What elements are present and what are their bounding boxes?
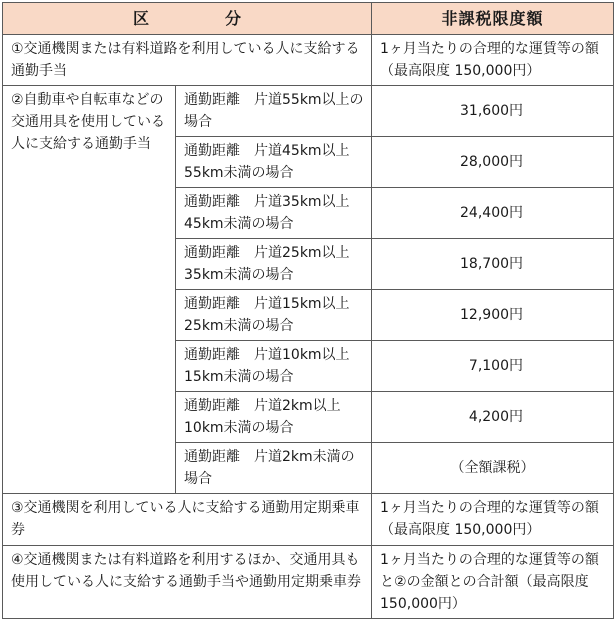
distance-cell: 通勤距離 片道10km以上15km未満の場合 [176,341,372,392]
limit-cell: 1ヶ月当たりの合理的な運賃等の額（最高限度 150,000円） [372,494,614,546]
limit-cell: 1ヶ月当たりの合理的な運賃等の額（最高限度 150,000円） [372,35,614,86]
amount-cell: （全額課税） [372,443,614,494]
table-row [3,86,614,137]
distance-cell: 通勤距離 片道55km以上の場合 [176,86,372,137]
header-category: 区 分 [3,3,372,35]
header-limit: 非課税限度額 [372,3,614,35]
category-cell: ②自動車や自転車などの交通用具を使用している人に支給する通勤手当 [3,86,176,494]
category-cell: ④交通機関または有料道路を利用するほか、交通用具も使用している人に支給する通勤手当や通勤用定期乗車券 [3,546,372,619]
category-cell: ③交通機関を利用している人に支給する通勤用定期乗車券 [3,494,372,546]
limit-cell: 1ヶ月当たりの合理的な運賃等の額と②の金額との合計額（最高限度 150,000円） [372,546,614,619]
distance-cell: 通勤距離 片道35km以上45km未満の場合 [176,188,372,239]
amount-cell: 4,200円 [372,392,614,443]
table-row [3,546,614,619]
category-cell: ①交通機関または有料道路を利用している人に支給する通勤手当 [3,35,372,86]
amount-cell: 7,100円 [372,341,614,392]
amount-cell: 18,700円 [372,239,614,290]
distance-cell: 通勤距離 片道15km以上25km未満の場合 [176,290,372,341]
table-row [3,494,614,546]
distance-cell: 通勤距離 片道2km未満の場合 [176,443,372,494]
amount-cell: 12,900円 [372,290,614,341]
distance-cell: 通勤距離 片道2km以上10km未満の場合 [176,392,372,443]
amount-cell: 24,400円 [372,188,614,239]
distance-cell: 通勤距離 片道45km以上55km未満の場合 [176,137,372,188]
table-row [3,35,614,86]
amount-cell: 31,600円 [372,86,614,137]
distance-cell: 通勤距離 片道25km以上35km未満の場合 [176,239,372,290]
commuting-allowance-table [2,2,614,619]
amount-cell: 28,000円 [372,137,614,188]
